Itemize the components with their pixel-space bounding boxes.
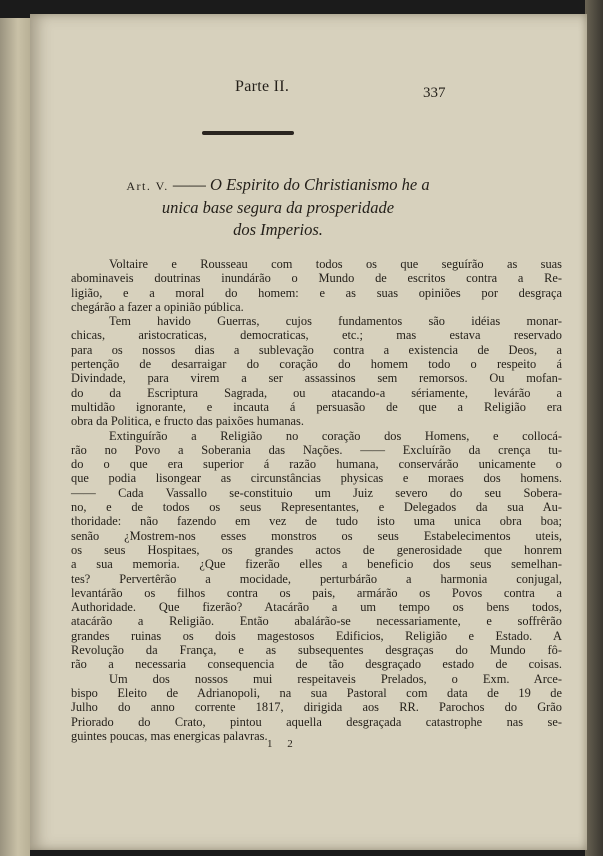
body-line: no, e de todos os seus Representantes, e Delegados da sua Au- xyxy=(71,500,562,515)
body-line: Voltaire e Rousseau com todos os que seguírão as suas xyxy=(109,257,562,271)
body-line: os seus Hospitaes, os grandes actos de generosidade que honrem xyxy=(71,542,562,557)
body-line: Authoridade. Que fizerão? Atacárão a um tempo os bens todos, xyxy=(71,600,562,615)
signature-mark: 1 2 xyxy=(267,738,299,750)
body-line: bispo Eleito de Adrianopoli, na sua Pastoral com data de 19 de xyxy=(71,685,562,700)
body-line: do o que era superior á razão humana, conservárão unicamente o xyxy=(71,457,562,472)
body-line: senão ¿Mostrem-nos esses monstros os seus Estabelecimentos uteis, xyxy=(71,528,562,543)
body-line: tes? Pervertêrão a mocidade, perturbárão a harmonia conjugal, xyxy=(71,571,562,586)
page-number: 337 xyxy=(423,85,446,101)
body-line: chegárão a fazer a opinião pública. xyxy=(71,299,244,314)
body-line: a sua memoria. ¿Que fizerão elles a beneficio dos seus semelhan- xyxy=(71,557,562,572)
body-line: levantárão os filhos contra os pais, armárão os Povos contra a xyxy=(71,585,562,600)
body-line: Extinguírão a Religião no coração dos Homens, e collocá- xyxy=(109,428,562,443)
body-line: obra da Politica, e fructo das paixões humanas. xyxy=(71,414,304,429)
article-title xyxy=(98,174,458,241)
body-line: Um dos nossos mui respeitaveis Prelados, o Exm. Arce- xyxy=(109,671,562,686)
left-page-edge xyxy=(0,18,30,856)
book-page xyxy=(30,14,587,850)
body-line: Priorado do Crato, pintou aquella desgraçada catastrophe nas se- xyxy=(71,714,562,729)
body-line: abominaveis doutrinas inundárão o Mundo de escritos contra a Re- xyxy=(71,271,562,286)
body-line: multidão ignorante, e incauta á persuasão de que a Religião era xyxy=(71,399,562,414)
article-title-line: O Espirito do Christianismo he a xyxy=(210,175,430,194)
book-edge xyxy=(585,0,603,856)
body-line: Tem havido Guerras, cujos fundamentos são idéias monar- xyxy=(109,314,562,329)
article-dash: —— xyxy=(172,175,206,194)
body-line: rão no Povo a Soberania das Nações. —— Excluírão da crença tu- xyxy=(71,442,562,457)
body-line: —— Cada Vassallo se-constituio um Juiz severo do seu Sobera- xyxy=(71,485,562,500)
body-line: para os nossos dias a sublevação contra a existencia de Deos, a xyxy=(71,342,562,357)
body-line: guintes poucas, mas energicas palavras. xyxy=(71,728,268,743)
body-text xyxy=(71,257,562,743)
body-line: do da Escriptura Sagrada, ou atacando-a sériamente, levárão a xyxy=(71,385,562,400)
article-label: Art. V. xyxy=(126,179,169,193)
article-title-line: unica base segura da prosperidade xyxy=(161,198,395,217)
body-line: que podia lisongear as circunstâncias physicas e moraes dos homens. xyxy=(71,471,562,486)
article-title-line: dos Imperios. xyxy=(233,220,323,239)
body-line: Revolução da França, e as subsequentes desgraças do Mundo fô- xyxy=(71,643,562,658)
body-line: atacárão a Religião. Então abalárão-se necessariamente, e soffrêrão xyxy=(71,614,562,629)
running-head: Parte II. xyxy=(235,78,290,95)
body-line: rão a necessaria consequencia de tão desgraçado estado de coisas. xyxy=(71,657,562,672)
body-line: Divindade, para virem a ser assassinos sem remorsos. Ou mofan- xyxy=(71,371,562,386)
body-line: thoridade: não fazendo em vez de tudo isto uma unica obra boa; xyxy=(71,514,562,529)
body-line: pertenção de desarraigar do coração do homem todo o respeito á xyxy=(71,357,562,372)
body-line: ligião, e a moral do homem: e as suas opiniões por desgraça xyxy=(71,285,562,300)
body-line: Julho do anno corrente 1817, dirigida aos RR. Parochos do Grão xyxy=(71,700,562,715)
body-line: grandes ruinas os dois magestosos Edificios, Religião e Estado. A xyxy=(71,628,562,643)
ornamental-rule xyxy=(202,131,294,135)
body-line: chicas, aristocraticas, democraticas, etc.; mas estava reservado xyxy=(71,328,562,343)
